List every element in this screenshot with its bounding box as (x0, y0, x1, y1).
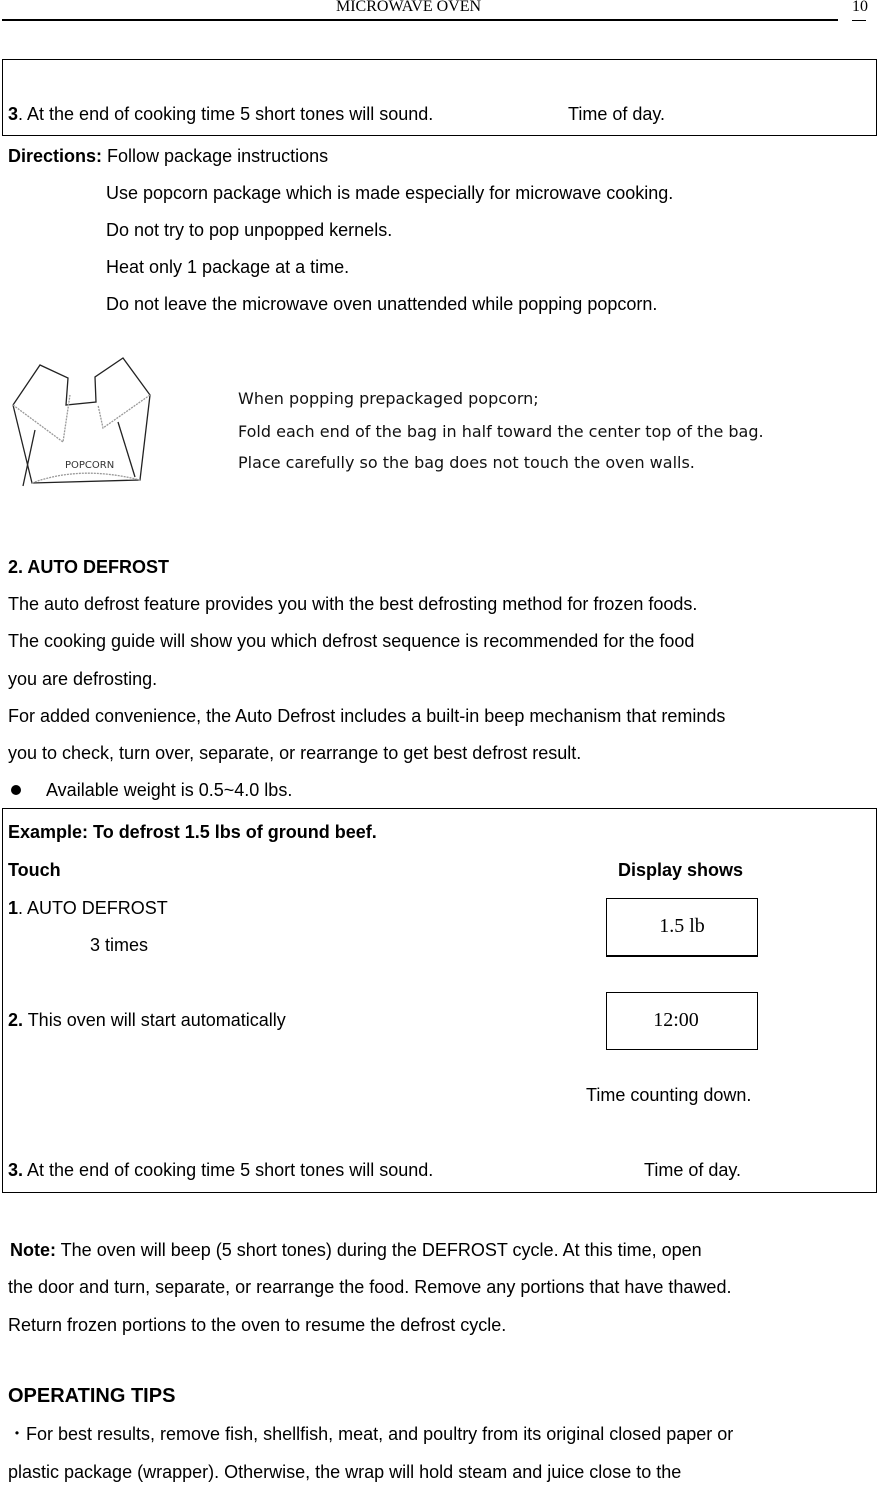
direction-item: Heat only 1 package at a time. (106, 257, 350, 277)
display-note: Time of day. (568, 104, 666, 124)
header-rule (2, 19, 838, 21)
figure-caption: Fold each end of the bag in half toward the center top of the bag. (238, 422, 764, 441)
display-note: Time of day. (644, 1160, 742, 1180)
paragraph-line: you are defrosting. (8, 669, 158, 689)
step-number: 1 (8, 898, 19, 918)
example-title: Example: To defrost 1.5 lbs of ground beef. (8, 822, 377, 842)
page-number-underline (852, 20, 866, 21)
display-readout: 12:00 (606, 992, 758, 1050)
step-text: . At the end of cooking time 5 short tones will sound. (18, 104, 434, 124)
direction-item: Do not leave the microwave oven unattended while popping popcorn. (106, 294, 658, 314)
directions-text: Follow package instructions (102, 146, 329, 166)
note-text: The oven will beep (5 short tones) during the DEFROST cycle. At this time, open (56, 1240, 702, 1260)
note-text: the door and turn, separate, or rearrange the food. Remove any portions that have thawed. (8, 1277, 732, 1297)
step-sub: 3 times (90, 935, 149, 955)
step-text: . AUTO DEFROST (18, 898, 168, 918)
display-header: Display shows (618, 860, 744, 880)
display-readout: 1.5 lb (606, 898, 758, 957)
section-heading: 2. AUTO DEFROST (8, 557, 170, 577)
step-number: 2. (8, 1010, 24, 1030)
display-note: Time counting down. (586, 1085, 752, 1105)
section-heading: OPERATING TIPS (8, 1385, 176, 1407)
tip-text: plastic package (wrapper). Otherwise, the wrap will hold steam and juice close to the (8, 1462, 682, 1482)
step-text: At the end of cooking time 5 short tones will sound. (23, 1160, 434, 1180)
figure-caption: When popping prepackaged popcorn; (238, 389, 539, 408)
direction-item: Do not try to pop unpopped kernels. (106, 220, 393, 240)
bullet-text: Available weight is 0.5~4.0 lbs. (46, 780, 293, 800)
paragraph-line: For added convenience, the Auto Defrost includes a built-in beep mechanism that reminds (8, 706, 726, 726)
bullet-icon (11, 785, 21, 795)
paragraph-line: The auto defrost feature provides you with the best defrosting method for frozen foods. (8, 594, 698, 614)
figure-caption: Place carefully so the bag does not touch the oven walls. (238, 453, 695, 472)
note-label: Note: (10, 1240, 56, 1260)
step-number: 3. (8, 1160, 24, 1180)
paragraph-line: The cooking guide will show you which defrost sequence is recommended for the food (8, 631, 695, 651)
step-number: 3 (8, 104, 19, 124)
header-title: MICROWAVE OVEN (336, 0, 482, 15)
touch-header: Touch (8, 860, 61, 880)
paragraph-line: you to check, turn over, separate, or rearrange to get best defrost result. (8, 743, 582, 763)
page-number: 10 (852, 0, 868, 15)
note-text: Return frozen portions to the oven to resume the defrost cycle. (8, 1315, 507, 1335)
bag-label: POPCORN (65, 460, 115, 471)
directions-label: Directions: (8, 146, 103, 166)
popcorn-bag-illustration (10, 350, 235, 490)
tip-text: ・For best results, remove fish, shellfish, meat, and poultry from its original closed paper or (8, 1424, 734, 1444)
step-text: This oven will start automatically (23, 1010, 286, 1030)
direction-item: Use popcorn package which is made especially for microwave cooking. (106, 183, 674, 203)
